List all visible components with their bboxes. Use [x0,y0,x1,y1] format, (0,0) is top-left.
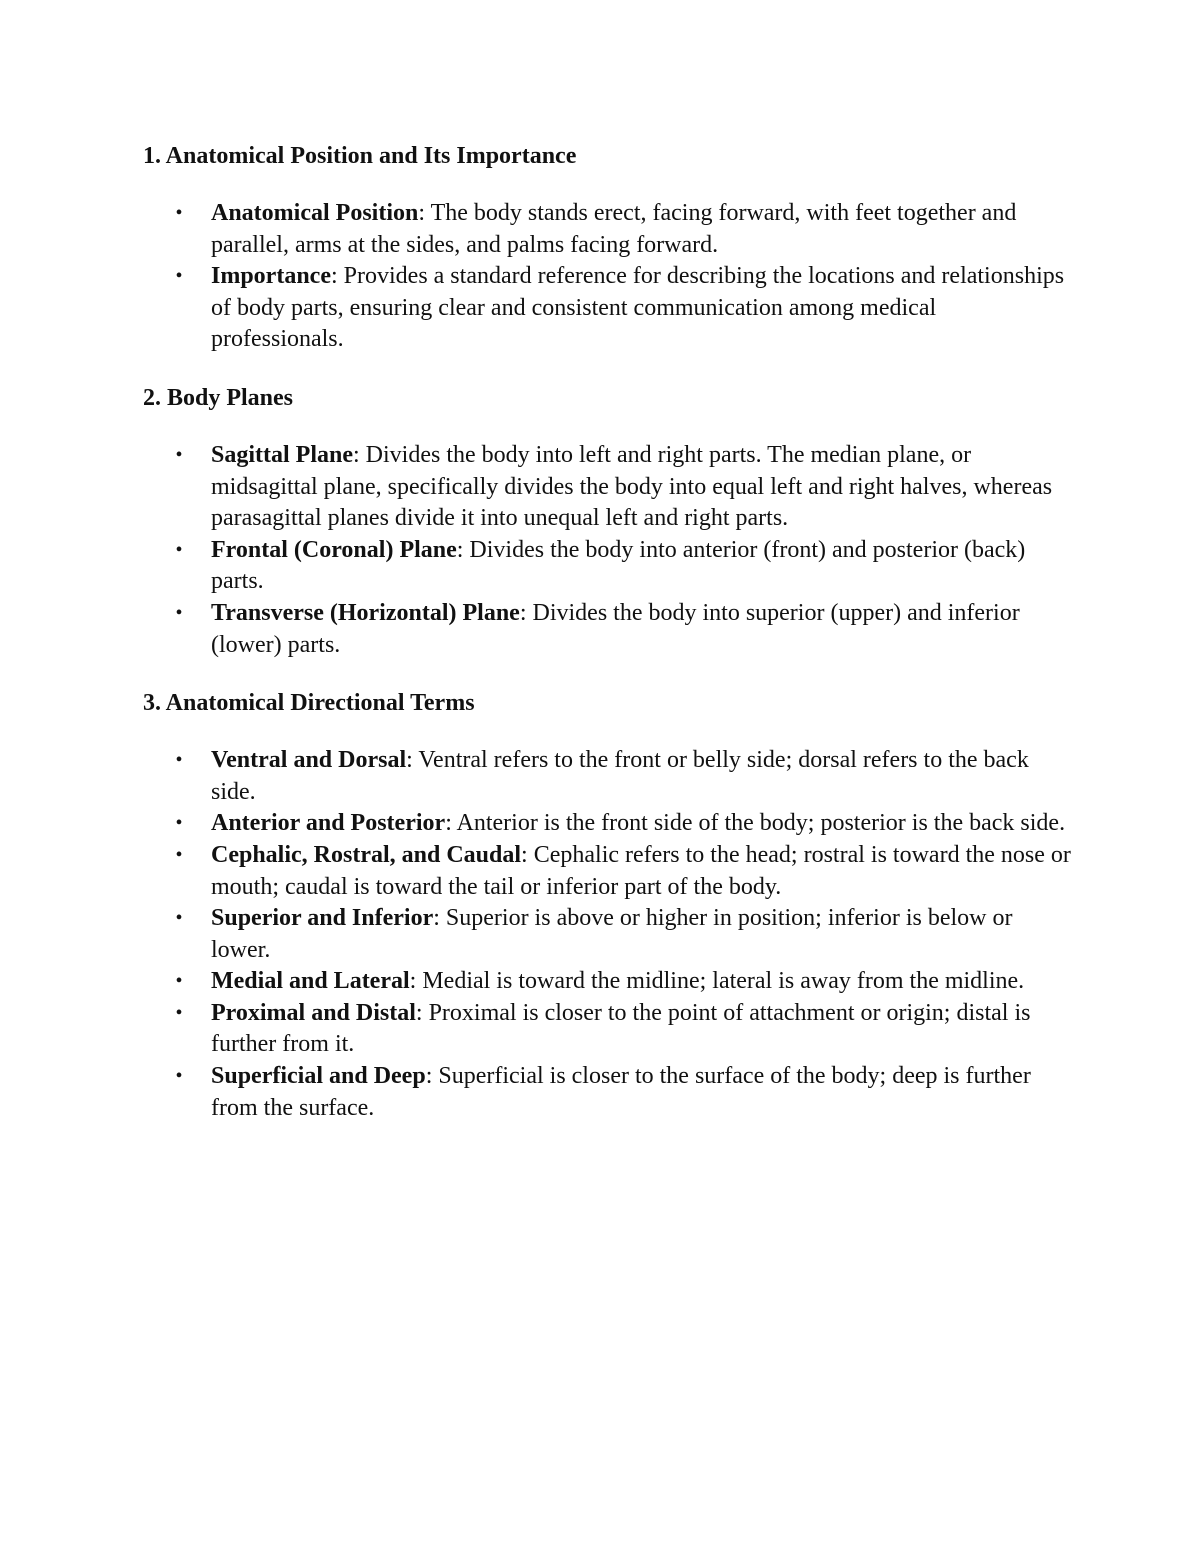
list-item [143,745,1073,808]
section-heading: 3. Anatomical Directional Terms [143,690,475,717]
item-description: : Ventral refers to the front or belly side; dorsal refers to the back side. [211,747,1029,805]
list-item [143,440,1073,535]
item-description: : Cephalic refers to the head; rostral is toward the nose or mouth; caudal is toward the tail or inferior part of the body. [211,841,1071,900]
item-term: Medial and Lateral [211,968,410,995]
bullet-icon: • [175,202,183,224]
bullet-icon: • [175,749,183,772]
bullet-icon: • [175,1065,183,1088]
item-description: : Divides the body into superior (upper) and inferior (lower) parts. [211,599,1020,658]
item-term: Anterior and Posterior [211,810,446,837]
bullet-icon: • [175,601,183,624]
list-item [143,840,1073,903]
list-item [143,261,1073,356]
list-item [143,535,1073,598]
bullet-icon: • [175,265,183,288]
item-description: : Superficial is closer to the surface of the body; deep is further from the surface. [211,1063,1031,1121]
document-content [143,140,1073,1150]
item-term: Superficial and Deep [211,1063,426,1090]
item-term: Ventral and Dorsal [211,747,407,774]
section-directional-terms [143,687,1073,1124]
item-term: Transverse (Horizontal) Plane [211,599,520,626]
bullet-icon: • [175,1001,183,1024]
bullet-list [143,198,1073,356]
item-term: Cephalic, Rostral, and Caudal [211,841,522,868]
list-item [143,903,1073,966]
item-description: : Superior is above or higher in position; inferior is below or lower. [211,905,1013,963]
list-item [143,198,1073,261]
bullet-icon: • [175,443,183,466]
list-item [143,1061,1073,1124]
bullet-list [143,745,1073,1124]
item-description: : Proximal is closer to the point of attachment or origin; distal is further from it. [211,999,1031,1058]
bullet-icon: • [175,970,183,993]
item-description: : Divides the body into anterior (front) and posterior (back) parts. [211,536,1026,595]
item-description: : Anterior is the front side of the body; posterior is the back side. [445,810,1066,837]
bullet-icon: • [175,538,183,561]
item-description: : The body stands erect, facing forward, with feet together and parallel, arms at the sides, and palms facing forward. [211,200,1017,258]
item-term: Proximal and Distal [211,999,416,1026]
list-item [143,966,1073,998]
section-heading: 2. Body Planes [143,384,294,411]
section-body-planes [143,382,1073,661]
item-description: : Divides the body into left and right parts. The median plane, or midsagittal plane, specifically divides the body into equal left and right halves, whereas parasagittal planes divide it into unequal left and right parts. [211,441,1053,532]
section-heading: 1. Anatomical Position and Its Importance [143,143,577,169]
item-description: : Medial is toward the midline; lateral is away from the midline. [409,968,1025,995]
list-item [143,598,1073,661]
item-term: Importance [211,263,331,290]
list-item [143,808,1073,840]
item-term: Sagittal Plane [211,441,353,468]
bullet-icon: • [175,812,183,835]
bullet-list [143,440,1073,661]
item-term: Anatomical Position [211,200,419,226]
bullet-icon: • [175,907,183,930]
section-anatomical-position [143,140,1073,356]
list-item [143,998,1073,1061]
item-term: Frontal (Coronal) Plane [211,536,457,563]
item-term: Superior and Inferior [211,905,434,932]
bullet-icon: • [175,843,183,866]
item-description: : Provides a standard reference for describing the locations and relationships of body parts, ensuring clear and consistent communication among medical professionals. [211,263,1065,353]
